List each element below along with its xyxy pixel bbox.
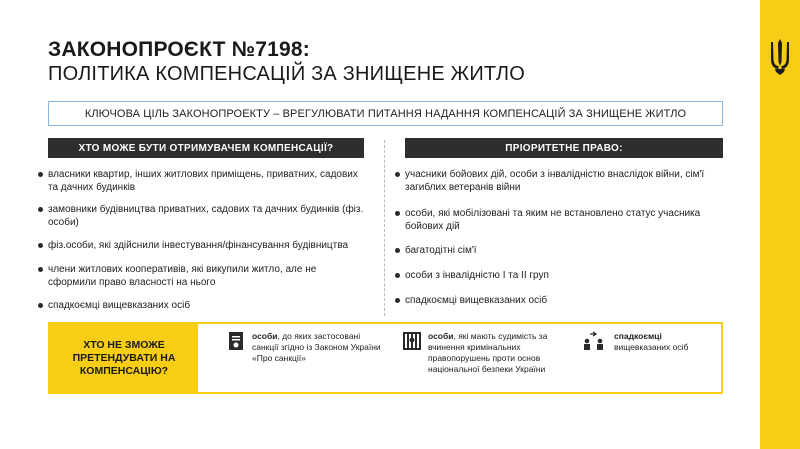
exclusion-text: спадкоємці вищевказаних осіб bbox=[614, 331, 689, 352]
page-subtitle: ПОЛІТИКА КОМПЕНСАЦІЙ ЗА ЗНИЩЕНЕ ЖИТЛО bbox=[48, 63, 525, 85]
page-title: ЗАКОНОПРОЄКТ №7198: bbox=[48, 38, 310, 61]
goal-text: КЛЮЧОВА ЦІЛЬ ЗАКОНОПРОЕКТУ – ВРЕГУЛЮВАТИ ПИТАННЯ НАДАННЯ КОМПЕНСАЦІЙ ЗА ЗНИЩЕНЕ ЖИТЛО bbox=[84, 107, 687, 120]
document-icon bbox=[226, 331, 246, 351]
exclusion-heirs bbox=[582, 331, 717, 353]
list-item: особи з інвалідністю І та ІІ груп bbox=[393, 269, 725, 282]
priority-list bbox=[393, 168, 725, 307]
list-item: члени житлових кооперативів, які викупили житло, але не сформили право власності на нього bbox=[36, 263, 366, 289]
exclusions-label-box bbox=[50, 324, 198, 392]
exclusion-convicted bbox=[402, 331, 552, 375]
goal-banner bbox=[48, 101, 723, 126]
exclusions-label: ХТО НЕ ЗМОЖЕ ПРЕТЕНДУВАТИ НА КОМПЕНСАЦІЮ? bbox=[72, 338, 176, 377]
list-item: багатодітні сім'ї bbox=[393, 244, 725, 257]
exclusions-band bbox=[48, 322, 723, 394]
list-item: особи, які мобілізовані та яким не встановлено статус учасника бойових дій bbox=[393, 207, 725, 233]
heirs-icon bbox=[582, 331, 608, 351]
list-item: спадкоємці вищевказаних осіб bbox=[393, 294, 725, 307]
exclusion-text: особи, які мають судимість за вчинення кримінальних правопорушень проти основ національної безпеки України bbox=[428, 331, 548, 374]
recipients-list bbox=[36, 168, 366, 312]
priority-header: ПРІОРИТЕТНЕ ПРАВО: bbox=[405, 138, 723, 158]
column-divider bbox=[384, 140, 385, 316]
list-item: замовники будівництва приватних, садових та дачних будинків (фіз. особи) bbox=[36, 203, 366, 229]
exclusion-sanctions bbox=[226, 331, 386, 364]
list-item: учасники бойових дій, особи з інвалідністю внаслідок війни, сім'ї загиблих ветеранів війни bbox=[393, 168, 725, 194]
recipients-header: ХТО МОЖЕ БУТИ ОТРИМУВАЧЕМ КОМПЕНСАЦІЇ? bbox=[48, 138, 364, 158]
prison-bars-icon bbox=[402, 331, 422, 351]
exclusion-text: особи, до яких застосовані санкції згідно із Законом України «Про санкції» bbox=[252, 331, 381, 363]
list-item: фіз.особи, які здійснили інвестування/фінансування будівництва bbox=[36, 239, 366, 252]
trident-icon bbox=[768, 38, 792, 76]
list-item: власники квартир, інших житлових приміщень, приватних, садових та дачних будинків bbox=[36, 168, 366, 194]
list-item: спадкоємці вищевказаних осіб bbox=[36, 299, 366, 312]
